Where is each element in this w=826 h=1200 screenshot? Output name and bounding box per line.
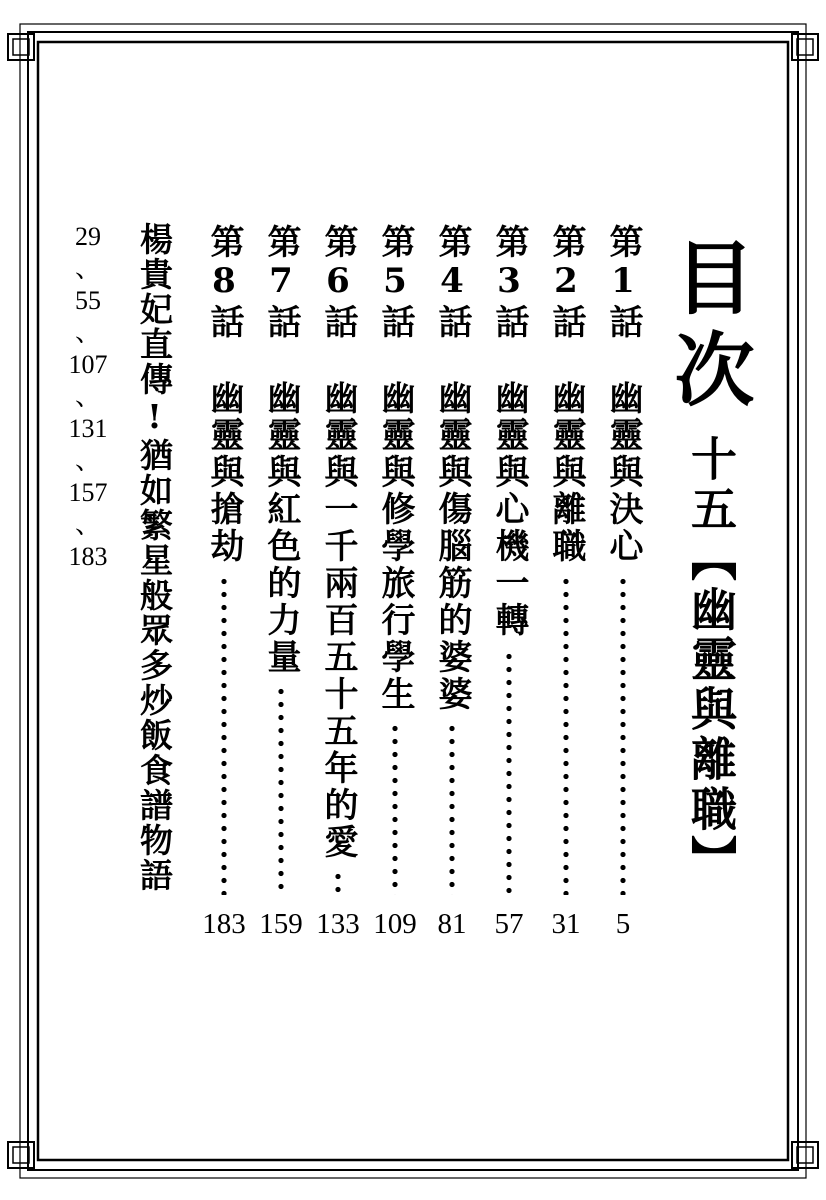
- bonus-page: 107: [68, 350, 108, 379]
- chapter-3-title: 幽靈與心機一轉: [489, 380, 529, 639]
- bonus-title: 楊貴妃直傳!猶如繁星般眾多炒飯食譜物語: [135, 222, 174, 893]
- chapter-5-label: 第5話: [375, 224, 415, 341]
- chapter-5-page: 109: [373, 908, 417, 940]
- chapter-6-label: 第6話: [318, 224, 358, 341]
- chapter-2-page: 31: [551, 908, 581, 940]
- chapter-2-label: 第2話: [546, 224, 586, 341]
- bonus-page: 183: [68, 542, 108, 571]
- chapter-3-leader-dots: [506, 650, 512, 895]
- chapter-8-page: 183: [202, 908, 246, 940]
- chapter-2-title: 幽靈與離職: [546, 380, 586, 565]
- chapter-8-title: 幽靈與搶劫: [204, 380, 244, 565]
- bonus-page-separator: 、: [74, 382, 101, 411]
- chapter-8-leader-dots: [221, 575, 227, 895]
- chapter-1-title: 幽靈與決心: [603, 380, 643, 565]
- bonus-page-separator: 、: [74, 446, 101, 475]
- chapter-3-label: 第3話: [489, 224, 529, 341]
- chapter-5-title: 幽靈與修學旅行學生: [375, 380, 415, 713]
- chapter-6-page: 133: [316, 908, 360, 940]
- bonus-page-list: [62, 224, 114, 576]
- bonus-page-separator: 、: [74, 254, 101, 283]
- chapter-4-page: 81: [437, 908, 467, 940]
- chapter-1-label: 第1話: [603, 224, 643, 341]
- chapter-4-label: 第4話: [432, 224, 472, 341]
- chapter-7-leader-dots: [278, 685, 284, 895]
- bonus-page: 55: [75, 286, 101, 315]
- chapter-1-leader-dots: [620, 575, 626, 895]
- chapter-3-page: 57: [494, 908, 524, 940]
- chapter-6-title: 幽靈與一千兩百五十五年的愛: [318, 380, 358, 861]
- chapter-1-page: 5: [615, 908, 631, 940]
- chapter-7-label: 第7話: [261, 224, 301, 341]
- chapter-7-title: 幽靈與紅色的力量: [261, 380, 301, 676]
- volume-title: 十五【幽靈與離職】: [684, 435, 738, 885]
- bonus-page-separator: 、: [74, 318, 101, 347]
- chapter-8-label: 第8話: [204, 224, 244, 341]
- chapter-4-leader-dots: [449, 722, 455, 895]
- chapter-2-leader-dots: [563, 575, 569, 895]
- chapter-5-leader-dots: [392, 722, 398, 895]
- bonus-page: 131: [68, 414, 108, 443]
- bonus-page: 29: [75, 222, 101, 251]
- chapter-4-title: 幽靈與傷腦筋的婆婆: [432, 380, 472, 713]
- bonus-page-separator: 、: [74, 510, 101, 539]
- chapter-6-leader-dots: [335, 870, 341, 895]
- bonus-page: 157: [68, 478, 108, 507]
- chapter-7-page: 159: [259, 908, 303, 940]
- page-title: 目次: [661, 236, 755, 420]
